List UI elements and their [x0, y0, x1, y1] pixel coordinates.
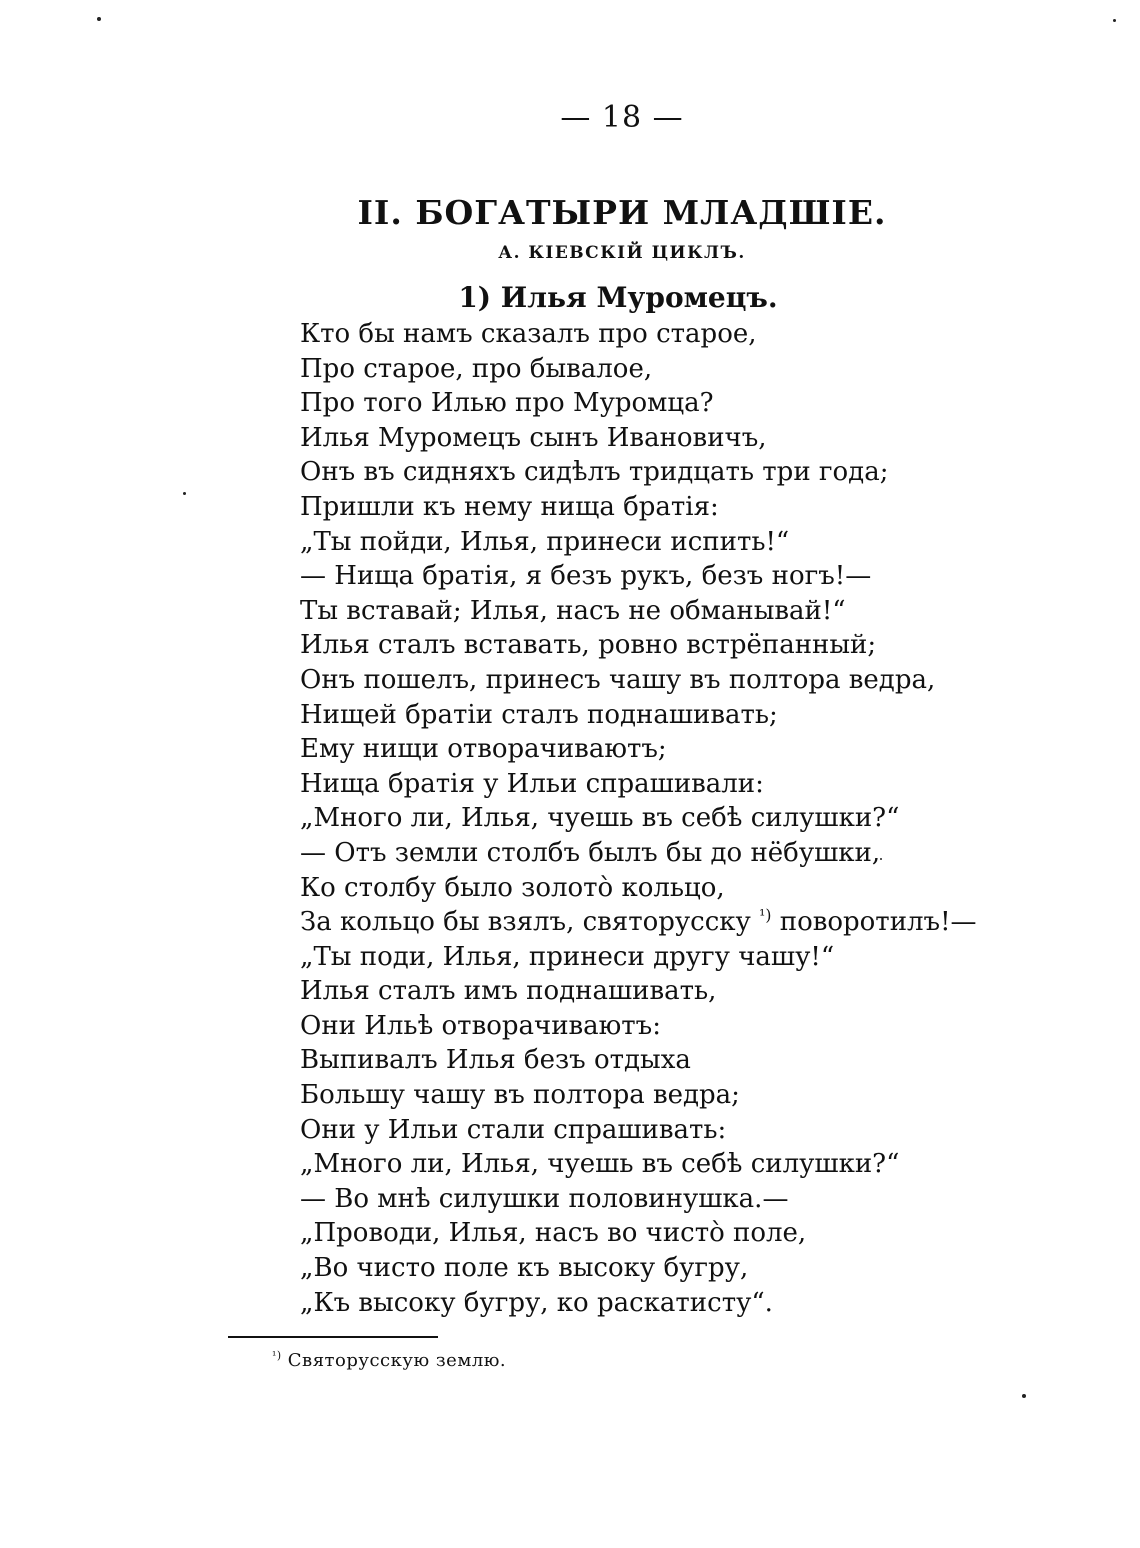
poem-body — [300, 317, 977, 1320]
poem-line: — Во мнѣ силушки половинушка.— — [300, 1183, 789, 1214]
poem-line: Про того Илью про Муромца? — [300, 388, 714, 419]
poem-line: Ты вставай; Илья, насъ не обманывай!“ — [300, 595, 846, 626]
poem-title: 1) Илья Муромецъ. — [458, 281, 778, 314]
poem-line: Илья сталъ имъ поднашивать, — [300, 976, 717, 1007]
poem-line: Про старое, про бывалое, — [300, 353, 653, 384]
poem-line: Пришли къ нему нища братія: — [300, 491, 719, 522]
poem-line: Кто бы намъ сказалъ про старое, — [300, 319, 757, 349]
poem-line: Онъ въ сидняхъ сидѣлъ тридцать три года; — [300, 457, 889, 488]
poem-line: — Нища братія, я безъ рукъ, безъ ногъ!— — [300, 561, 872, 592]
poem-line: Онъ пошелъ, принесъ чашу въ полтора ведра, — [300, 664, 936, 695]
scan-speck — [880, 858, 882, 860]
section-title: II. БОГАТЫРИ МЛАДШІЕ. — [357, 193, 887, 232]
scan-speck — [1113, 19, 1116, 22]
poem-line-text: За кольцо бы взялъ, святорусску — [300, 907, 751, 938]
poem-line: „Проводи, Илья, насъ во чисто̀ поле, — [300, 1218, 807, 1249]
poem-line: Большу чашу въ полтора ведра; — [300, 1080, 740, 1111]
poem-line: „Много ли, Илья, чуешь въ себѣ силушки?“ — [300, 1149, 900, 1180]
footnote-marker: ¹) — [759, 906, 772, 925]
poem-line: „Ты поди, Илья, принеси другу чашу!“ — [300, 941, 835, 972]
poem-line: „Много ли, Илья, чуешь въ себѣ силушки?“ — [300, 803, 900, 834]
poem-line: Илья Муромецъ сынъ Ивановичъ, — [300, 422, 767, 453]
poem-line: „Во чисто поле къ высоку бугру, — [300, 1253, 749, 1284]
poem-line: Ему нищи отворачиваютъ; — [300, 734, 667, 765]
poem-line: Ко столбу было золото̀ кольцо, — [300, 872, 725, 903]
scan-speck — [183, 492, 186, 495]
poem-line: — Отъ земли столбъ былъ бы до нёбушки, — [300, 837, 881, 868]
poem-line-with-footnote — [300, 905, 977, 940]
footnote-text: Святорусскую землю. — [287, 1350, 507, 1371]
footnote-rule — [228, 1336, 438, 1338]
page-number: — 18 — — [560, 100, 684, 135]
footnote — [272, 1350, 506, 1371]
footnote-marker: ¹) — [272, 1349, 282, 1362]
poem-line: Илья сталъ вставать, ровно встрёпанный; — [300, 630, 877, 661]
poem-line: Выпивалъ Илья безъ отдыха — [300, 1045, 691, 1076]
poem-line: Нищей братіи сталъ поднашивать; — [300, 699, 778, 730]
poem-line: „Ты пойди, Илья, принеси испить!“ — [300, 526, 790, 557]
poem-line: Нища братія у Ильи спрашивали: — [300, 768, 764, 799]
scan-speck — [97, 17, 101, 21]
subsection-title: А. КІЕВСКІЙ ЦИКЛЪ. — [498, 243, 746, 263]
poem-line: Они Ильѣ отворачиваютъ: — [300, 1010, 661, 1041]
scan-speck — [1022, 1394, 1026, 1398]
poem-line: „Къ высоку бугру, ко раскатисту“. — [300, 1287, 773, 1318]
poem-line-tail: поворотилъ!— — [779, 907, 977, 938]
poem-line: Они у Ильи стали спрашивать: — [300, 1114, 727, 1145]
